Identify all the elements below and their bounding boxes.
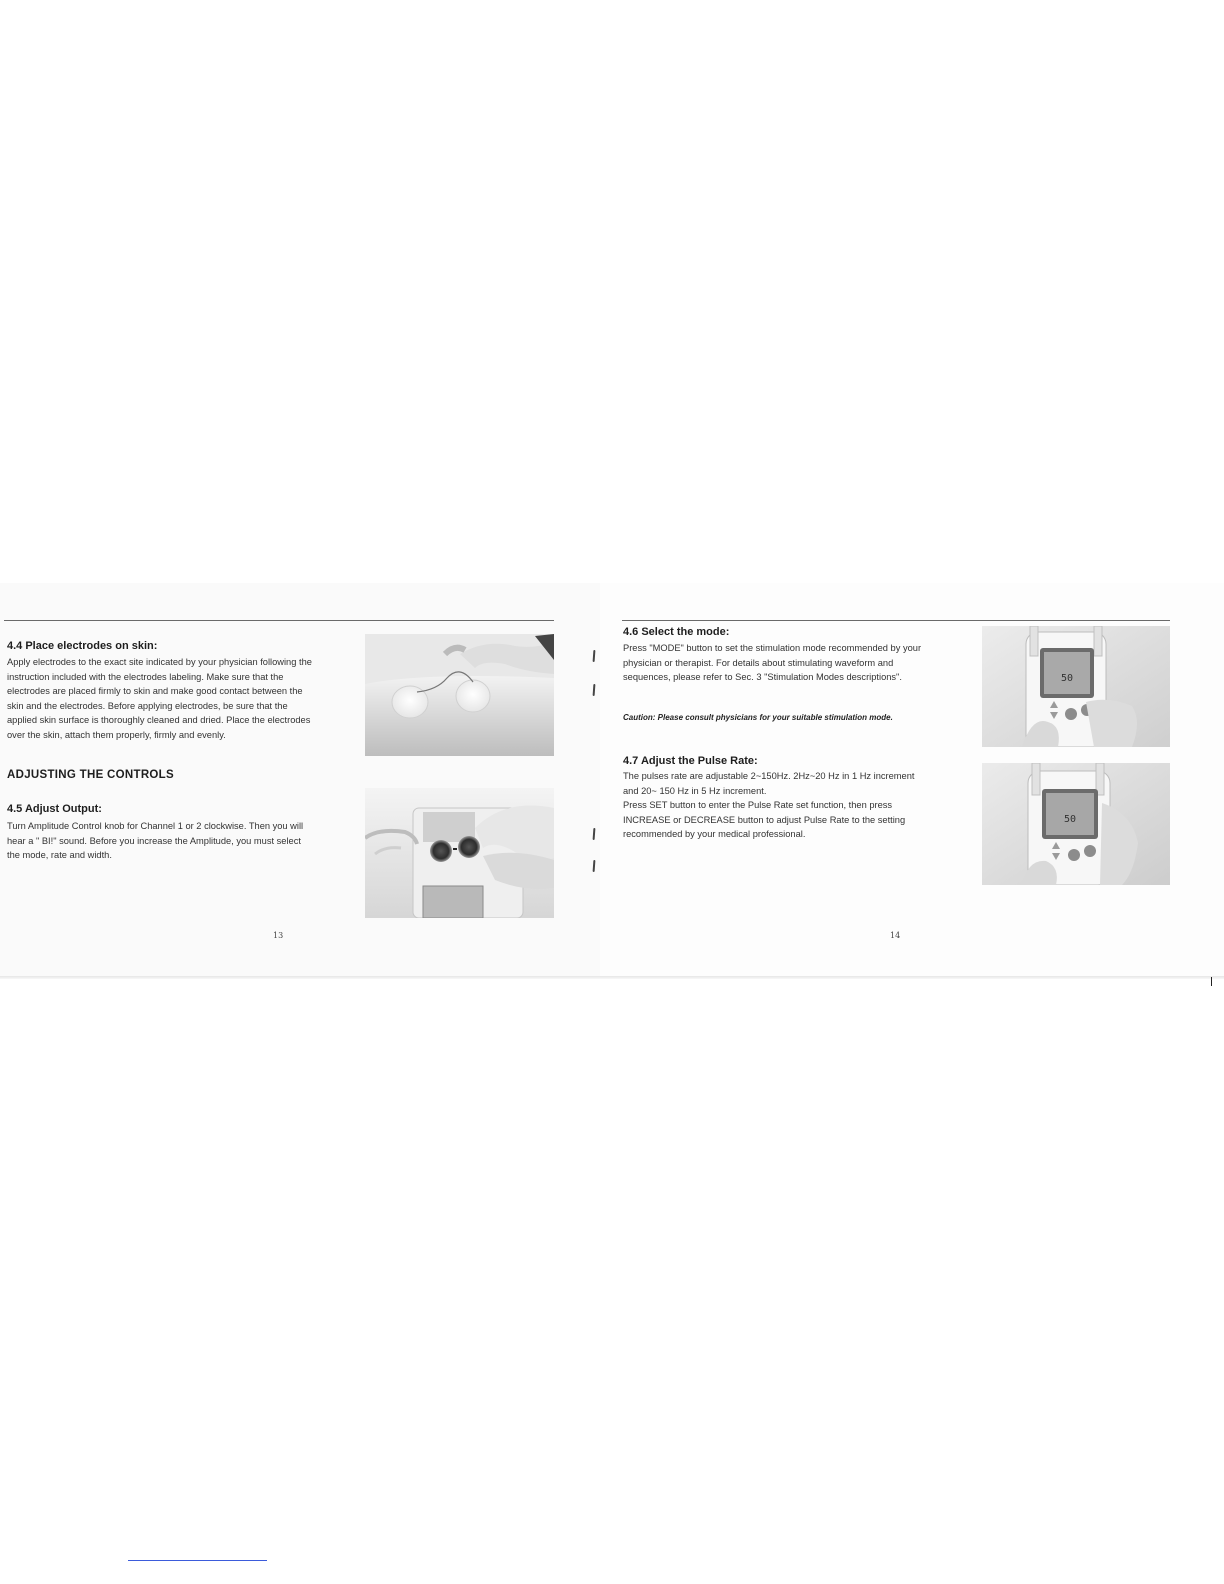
adjusting-controls-heading: ADJUSTING THE CONTROLS — [7, 769, 174, 781]
page-number-right: 14 — [890, 931, 901, 940]
body-line: INCREASE or DECREASE button to adjust Pulse Rate to the setting — [623, 814, 906, 825]
body-line: sequences, please refer to Sec. 3 "Stimulation Modes descriptions". — [623, 672, 902, 683]
section-heading-4-6: 4.6 Select the mode: — [623, 626, 730, 638]
body-line: Press "MODE" button to set the stimulation mode recommended by your — [623, 643, 922, 653]
body-line: hear a " BI!" sound. Before you increase the Amplitude, you must select — [7, 835, 301, 846]
manual-spread — [0, 583, 1224, 979]
body-line: and 20~ 150 Hz in 5 Hz increment. — [623, 785, 767, 796]
body-line: The pulses rate are adjustable 2~150Hz. 2Hz~20 Hz in 1 Hz increment — [623, 771, 915, 781]
svg-text:50: 50 — [1060, 673, 1074, 684]
top-rule — [4, 620, 554, 621]
body-line: skin and the electrodes. Before applying electrodes, be sure that the — [7, 700, 288, 711]
footnote-rule — [128, 1560, 267, 1561]
body-line: recommended by your medical professional. — [623, 829, 806, 840]
body-line: electrodes are placed firmly to skin and make good contact between the — [7, 686, 303, 697]
amplitude-knob-photo — [365, 788, 554, 918]
left-page — [0, 583, 600, 979]
pulse-rate-photo — [982, 763, 1170, 885]
body-line: the mode, rate and width. — [7, 850, 112, 861]
right-page — [600, 583, 1224, 979]
top-rule — [622, 620, 1170, 621]
section-heading-4-4: 4.4 Place electrodes on skin: — [7, 640, 158, 652]
crop-mark — [1211, 977, 1212, 986]
mode-button-photo — [982, 626, 1170, 747]
body-line: Apply electrodes to the exact site indicated by your physician following the — [7, 657, 312, 667]
body-line: Press SET button to enter the Pulse Rate set function, then press — [623, 800, 893, 811]
body-line: Turn Amplitude Control knob for Channel 1 or 2 clockwise. Then you will — [7, 821, 304, 831]
page-number-left: 13 — [273, 931, 284, 940]
body-line: physician or therapist. For details about stimulating waveform and — [623, 657, 894, 668]
body-line: applied skin surface is thoroughly cleaned and dried. Place the electrodes — [7, 715, 311, 726]
electrode-placement-photo — [365, 634, 554, 756]
section-heading-4-5: 4.5 Adjust Output: — [7, 803, 102, 815]
caution-note: Caution: Please consult physicians for your suitable stimulation mode. — [623, 713, 893, 722]
spread-shadow — [0, 976, 1224, 979]
section-heading-4-7: 4.7 Adjust the Pulse Rate: — [623, 755, 758, 767]
svg-text:50: 50 — [1063, 814, 1077, 825]
body-line: instruction included with the electrodes labeling. Make sure that the — [7, 671, 284, 682]
body-line: over the skin, attach them properly, firmly and evenly. — [7, 730, 226, 740]
